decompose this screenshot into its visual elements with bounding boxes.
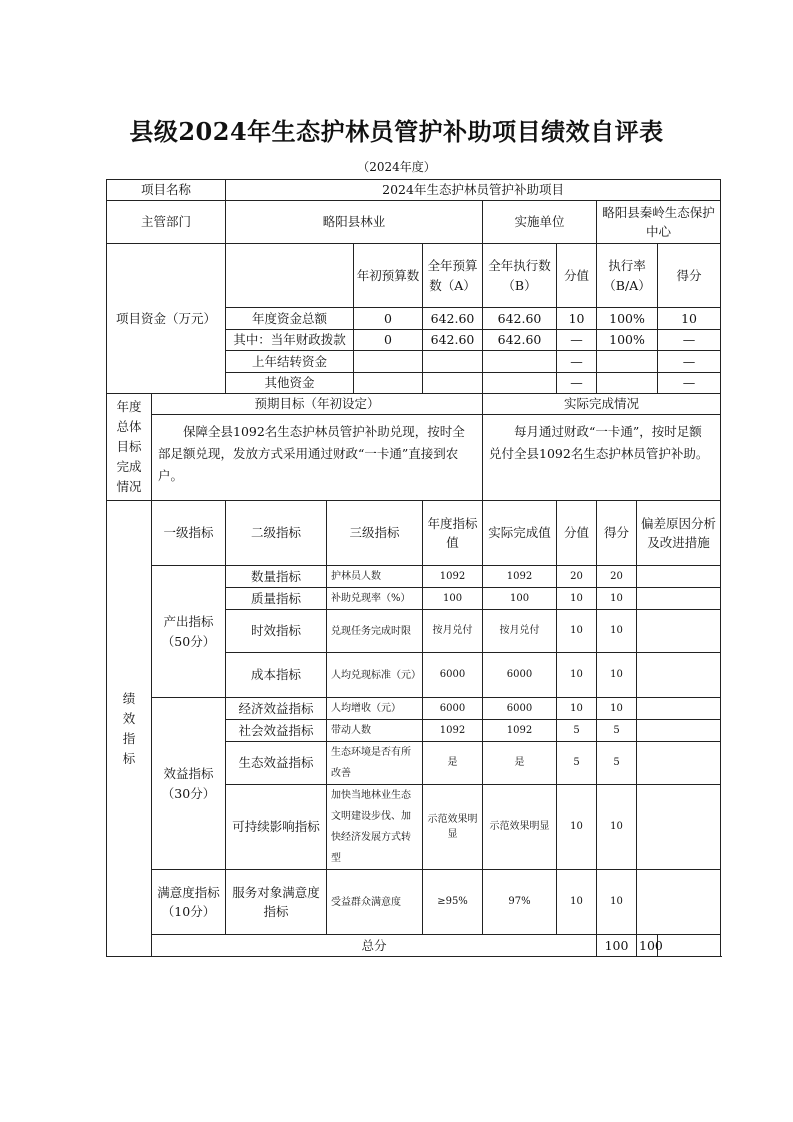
goals-label-char: 年度: [116, 399, 142, 414]
page-subtitle: （2024年度）: [357, 160, 436, 174]
funds-cell: —: [658, 372, 721, 394]
funds-cell: [354, 372, 423, 394]
funds-header: 全年执行数（B）: [483, 244, 557, 308]
expected-text: 保障全县1092名生态护林员管护补助兑现，按时全部足额兑现，发放方式采用通过财政“一卡通”直接到农户。: [152, 415, 483, 501]
points: 20: [557, 566, 597, 588]
expected-header: 预期目标（年初设定）: [152, 394, 483, 415]
points: 10: [557, 653, 597, 698]
score: 5: [597, 720, 637, 742]
funds-cell: [483, 351, 557, 373]
table-row: [107, 501, 721, 566]
total-note: [658, 935, 721, 957]
page-title: 县级2024年生态护林员管护补助项目绩效自评表: [129, 117, 664, 146]
actual-value: 是: [483, 742, 557, 785]
points: 5: [557, 742, 597, 785]
actual-value: 6000: [483, 653, 557, 698]
table-row: [107, 394, 721, 415]
score: 10: [597, 698, 637, 720]
perf-header: 分值: [557, 501, 597, 566]
funds-cell: —: [557, 372, 597, 394]
table-row: [107, 415, 721, 501]
perf-header: 一级指标: [152, 501, 226, 566]
level3-indicator: 补助兑现率（%）: [327, 588, 423, 610]
project-name-value: 2024年生态护林员管护补助项目: [226, 180, 721, 201]
funds-header: 执行率（B/A）: [597, 244, 658, 308]
dept-label: 主管部门: [107, 201, 226, 244]
funds-header: 年初预算数: [354, 244, 423, 308]
funds-cell: 642.60: [483, 329, 557, 351]
funds-label: 项目资金（万元）: [107, 244, 226, 394]
target-value: 100: [423, 588, 483, 610]
actual-value: 100: [483, 588, 557, 610]
funds-row-name: 其他资金: [226, 372, 354, 394]
funds-cell: 10: [557, 308, 597, 330]
goals-label-char: 情况: [116, 479, 142, 494]
performance-label-char: 绩: [122, 690, 136, 706]
level2-indicator: 经济效益指标: [226, 698, 327, 720]
funds-cell: —: [658, 329, 721, 351]
level3-indicator: 受益群众满意度: [327, 870, 423, 935]
funds-header: 得分: [658, 244, 721, 308]
perf-header: 实际完成值: [483, 501, 557, 566]
actual-value: 示范效果明显: [483, 785, 557, 870]
funds-cell: 642.60: [483, 308, 557, 330]
perf-header: 得分: [597, 501, 637, 566]
level2-indicator: 服务对象满意度指标: [226, 870, 327, 935]
points: 10: [557, 610, 597, 653]
table-row: [107, 180, 721, 201]
table-row: [107, 870, 721, 935]
deviation-note: [637, 785, 721, 870]
level3-indicator: 生态环境是否有所改善: [327, 742, 423, 785]
deviation-note: [637, 566, 721, 588]
actual-value: 按月兑付: [483, 610, 557, 653]
target-value: 1092: [423, 566, 483, 588]
points: 10: [557, 588, 597, 610]
target-value: 是: [423, 742, 483, 785]
deviation-note: [637, 610, 721, 653]
deviation-note: [637, 870, 721, 935]
actual-value: 6000: [483, 698, 557, 720]
actual-header: 实际完成情况: [483, 394, 721, 415]
level2-indicator: 社会效益指标: [226, 720, 327, 742]
funds-header: 全年预算数（A）: [423, 244, 483, 308]
perf-header: 偏差原因分析及改进措施: [637, 501, 721, 566]
funds-blank: [226, 244, 354, 308]
perf-header: 年度指标值: [423, 501, 483, 566]
goals-label-char: 完成: [116, 459, 142, 474]
score: 10: [597, 653, 637, 698]
total-score: 100: [637, 935, 658, 957]
score: 10: [597, 610, 637, 653]
funds-cell: [597, 351, 658, 373]
performance-label-char: 指: [122, 730, 136, 746]
level2-indicator: 成本指标: [226, 653, 327, 698]
level2-indicator: 可持续影响指标: [226, 785, 327, 870]
deviation-note: [637, 698, 721, 720]
actual-value: 1092: [483, 720, 557, 742]
total-points: 100: [597, 935, 637, 957]
level3-indicator: 人均增收（元）: [327, 698, 423, 720]
goals-label: [107, 394, 152, 501]
funds-cell: 642.60: [423, 329, 483, 351]
funds-cell: [423, 351, 483, 373]
perf-header: 三级指标: [327, 501, 423, 566]
score: 10: [597, 785, 637, 870]
table-row: [107, 566, 721, 588]
level3-indicator: 加快当地林业生态文明建设步伐、加快经济发展方式转型: [327, 785, 423, 870]
level3-indicator: 带动人数: [327, 720, 423, 742]
funds-row-name: 上年结转资金: [226, 351, 354, 373]
funds-cell: [354, 351, 423, 373]
level2-indicator: 生态效益指标: [226, 742, 327, 785]
points: 10: [557, 870, 597, 935]
funds-row-name: 其中：当年财政拨款: [226, 329, 354, 351]
target-value: 按月兑付: [423, 610, 483, 653]
actual-text: 每月通过财政“一卡通”，按时足额兑付全县1092名生态护林员管护补助。: [483, 415, 721, 501]
level2-indicator: 时效指标: [226, 610, 327, 653]
points: 5: [557, 720, 597, 742]
funds-cell: [483, 372, 557, 394]
funds-cell: 0: [354, 329, 423, 351]
level3-indicator: 人均兑现标准（元）: [327, 653, 423, 698]
funds-cell: 10: [658, 308, 721, 330]
deviation-note: [637, 653, 721, 698]
table-row: [107, 935, 721, 957]
level1-indicator: 满意度指标（10分）: [152, 870, 226, 935]
actual-value: 97%: [483, 870, 557, 935]
deviation-note: [637, 720, 721, 742]
table-row: [107, 244, 721, 308]
target-value: 6000: [423, 653, 483, 698]
funds-cell: 0: [354, 308, 423, 330]
level2-indicator: 数量指标: [226, 566, 327, 588]
funds-cell: —: [557, 351, 597, 373]
dept-value: 略阳县林业: [226, 201, 483, 244]
target-value: 1092: [423, 720, 483, 742]
funds-header: 分值: [557, 244, 597, 308]
performance-label-char: 效: [122, 710, 136, 726]
points: 10: [557, 698, 597, 720]
level3-indicator: 护林员人数: [327, 566, 423, 588]
funds-cell: —: [557, 329, 597, 351]
level1-indicator: 效益指标（30分）: [152, 698, 226, 870]
goals-label-char: 总体: [116, 419, 142, 434]
table-row: [107, 201, 721, 244]
goals-label-char: 目标: [116, 439, 142, 454]
funds-cell: 100%: [597, 308, 658, 330]
target-value: ≥95%: [423, 870, 483, 935]
project-name-label: 项目名称: [107, 180, 226, 201]
level2-indicator: 质量指标: [226, 588, 327, 610]
total-label: 总分: [152, 935, 597, 957]
target-value: 6000: [423, 698, 483, 720]
score: 10: [597, 588, 637, 610]
funds-row-name: 年度资金总额: [226, 308, 354, 330]
funds-cell: [423, 372, 483, 394]
impl-value: 略阳县秦岭生态保护中心: [597, 201, 721, 244]
score: 10: [597, 870, 637, 935]
funds-cell: 100%: [597, 329, 658, 351]
impl-label: 实施单位: [483, 201, 597, 244]
level3-indicator: 兑现任务完成时限: [327, 610, 423, 653]
table-row: [107, 698, 721, 720]
performance-label-char: 标: [122, 750, 136, 766]
funds-cell: [597, 372, 658, 394]
actual-value: 1092: [483, 566, 557, 588]
score: 5: [597, 742, 637, 785]
evaluation-table: [106, 179, 721, 957]
score: 20: [597, 566, 637, 588]
points: 10: [557, 785, 597, 870]
level1-indicator: 产出指标（50分）: [152, 566, 226, 698]
target-value: 示范效果明显: [423, 785, 483, 870]
deviation-note: [637, 588, 721, 610]
performance-label: [107, 501, 152, 957]
funds-cell: —: [658, 351, 721, 373]
perf-header: 二级指标: [226, 501, 327, 566]
deviation-note: [637, 742, 721, 785]
funds-cell: 642.60: [423, 308, 483, 330]
